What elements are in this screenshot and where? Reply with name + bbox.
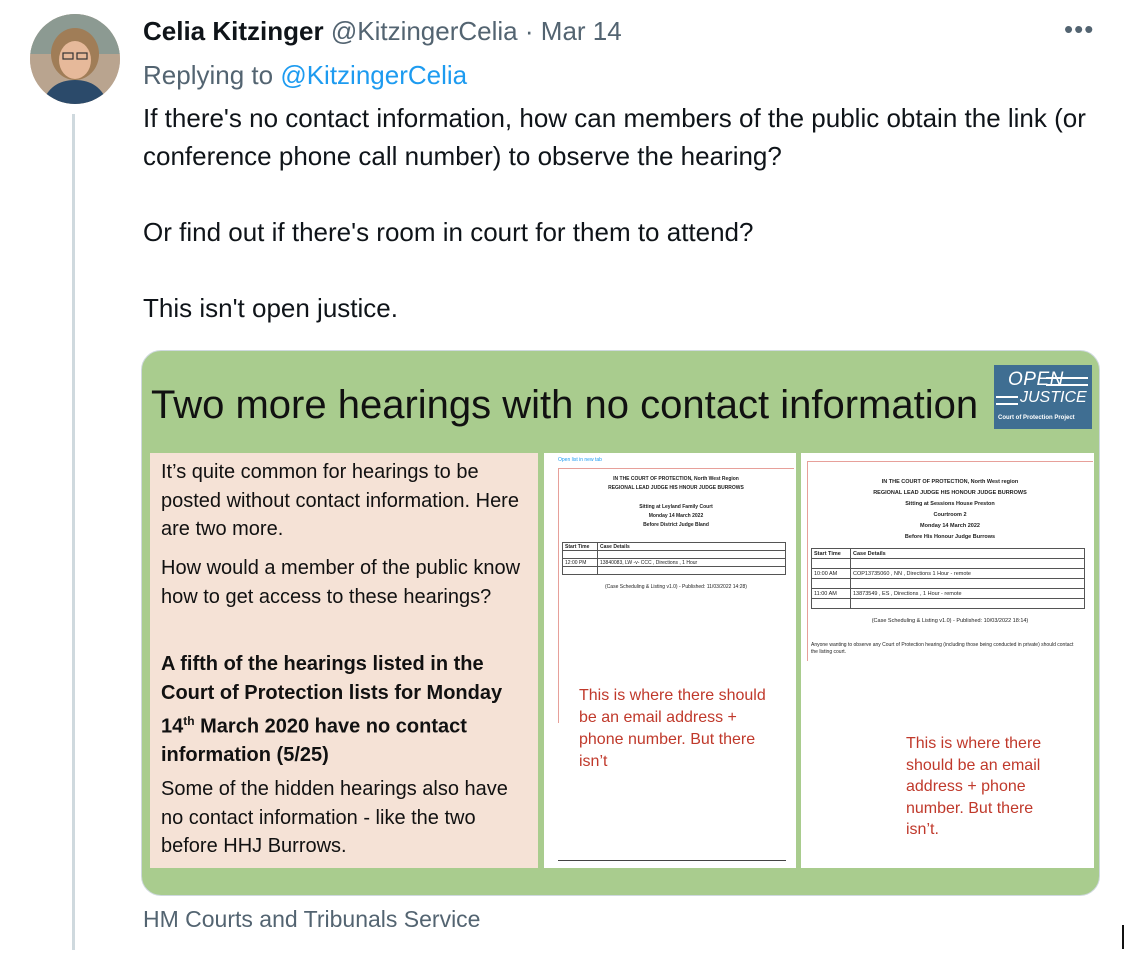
- doc2-published: (Case Scheduling & Listing v1.0) - Published: 10/03/2022 18:14): [871, 618, 1029, 624]
- thread-line: [72, 114, 75, 950]
- slide-paragraph: How would a member of the public know how to get access to these hearings?: [161, 557, 521, 608]
- doc2-heading1: IN THE COURT OF PROTECTION, North West region: [881, 479, 1019, 485]
- cell-time: 11:00 AM: [812, 589, 851, 599]
- doc1-published: (Case Scheduling & Listing v1.0) - Published: 11/03/2022 14:28): [605, 584, 747, 590]
- col-header: Case Details: [851, 549, 1085, 559]
- more-options-icon[interactable]: •••: [1064, 14, 1095, 44]
- doc2-note: This is where there should be an email address + phone number. But there isn’t.: [906, 735, 1042, 838]
- logo-line2: JUSTICE: [1020, 389, 1087, 406]
- doc1-before: Before District Judge Bland: [643, 522, 709, 528]
- doc1-note: This is where there should be an email address + phone number. But there isn’t: [579, 687, 766, 770]
- doc2-top-border: [807, 461, 1093, 462]
- replying-prefix: Replying to: [143, 60, 274, 90]
- logo-line1: OPEN: [1008, 369, 1064, 390]
- doc1-bottom-rule: [558, 860, 786, 861]
- slide-text-panel: [150, 453, 538, 868]
- table-row: [563, 559, 786, 567]
- col-header: Case Details: [598, 543, 786, 551]
- doc2-before: Before His Honour Judge Burrows: [904, 534, 996, 540]
- tweet-paragraph: Or find out if there's room in court for them to attend?: [143, 217, 754, 247]
- tweet-paragraph: If there's no contact information, how can members of the public obtain the link (or conference phone call number) to observe the hearing?: [143, 103, 1086, 171]
- author-name[interactable]: Celia Kitzinger: [143, 16, 324, 46]
- slide-title: Two more hearings with no contact information: [151, 383, 979, 427]
- court-listing-2: [801, 453, 1094, 868]
- cell-details: COP13735060 , NN , Directions 1 Hour - remote: [851, 569, 1085, 579]
- bold-text-post: March 2020 have no contact information (5/25): [161, 715, 467, 767]
- slide-paragraph: It’s quite common for hearings to be posted without contact information. Here are two more.: [161, 461, 519, 540]
- tweet-paragraph: This isn't open justice.: [143, 293, 398, 323]
- doc2-table: [811, 548, 1085, 609]
- cell-details: 13840083, LW -v- CCC , Directions , 1 Hour: [598, 559, 786, 567]
- tweet-date[interactable]: Mar 14: [540, 16, 622, 46]
- logo-line3: Court of Protection Project: [998, 415, 1075, 421]
- open-list-link[interactable]: Open list in new tab: [558, 457, 602, 463]
- cell-details: 13873549 , ES , Directions , 1 Hour - remote: [851, 589, 1085, 599]
- bold-text-sup: th: [183, 714, 195, 728]
- doc1-sitting: Sitting at Leyland Family Court: [639, 504, 713, 510]
- cell-time: 10:00 AM: [812, 569, 851, 579]
- doc1-heading1: IN THE COURT OF PROTECTION, North West Region: [613, 476, 739, 482]
- doc1-date: Monday 14 March 2022: [648, 513, 704, 519]
- bold-text-pre: A fifth of the hearings listed in the Court of Protection lists for Monday 14: [161, 653, 503, 738]
- avatar-photo: [30, 14, 120, 104]
- col-header: Start Time: [812, 549, 851, 559]
- author-handle[interactable]: @KitzingerCelia: [330, 16, 518, 46]
- doc1-top-border: [558, 468, 794, 469]
- header-separator: ·: [524, 16, 534, 46]
- table-row: [812, 589, 1085, 599]
- slide-paragraph: Some of the hidden hearings also have no contact information - like the two before HHJ Burrows.: [161, 778, 508, 857]
- tweet-image-card[interactable]: [141, 350, 1100, 896]
- text-cursor: [1122, 925, 1124, 949]
- doc1-table: [562, 542, 786, 575]
- table-row: [812, 569, 1085, 579]
- slide-paragraph-bold: [161, 650, 533, 770]
- author-avatar[interactable]: [30, 14, 120, 104]
- court-listing-1: [544, 453, 796, 868]
- card-caption: HM Courts and Tribunals Service: [143, 906, 481, 932]
- doc2-date: Monday 14 March 2022: [920, 523, 980, 529]
- doc2-courtroom: Courtroom 2: [933, 512, 967, 518]
- open-justice-logo: [994, 365, 1092, 429]
- cell-time: 12:00 PM: [563, 559, 598, 567]
- doc2-sitting: Sitting at Sessions House Preston: [905, 501, 995, 507]
- col-header: Start Time: [563, 543, 598, 551]
- doc2-observe-note: Anyone wanting to observe any Court of Protection hearing (including those being conducted in private) should contact the listing court.: [811, 642, 1074, 655]
- replying-to-link[interactable]: @KitzingerCelia: [280, 60, 468, 90]
- tweet-header: [143, 16, 622, 47]
- doc1-heading2: REGIONAL LEAD JUDGE HIS HNOUR JUDGE BURROWS: [608, 485, 744, 491]
- replying-to-line: [143, 60, 467, 91]
- doc2-heading2: REGIONAL LEAD JUDGE HIS HONOUR JUDGE BURROWS: [873, 490, 1027, 496]
